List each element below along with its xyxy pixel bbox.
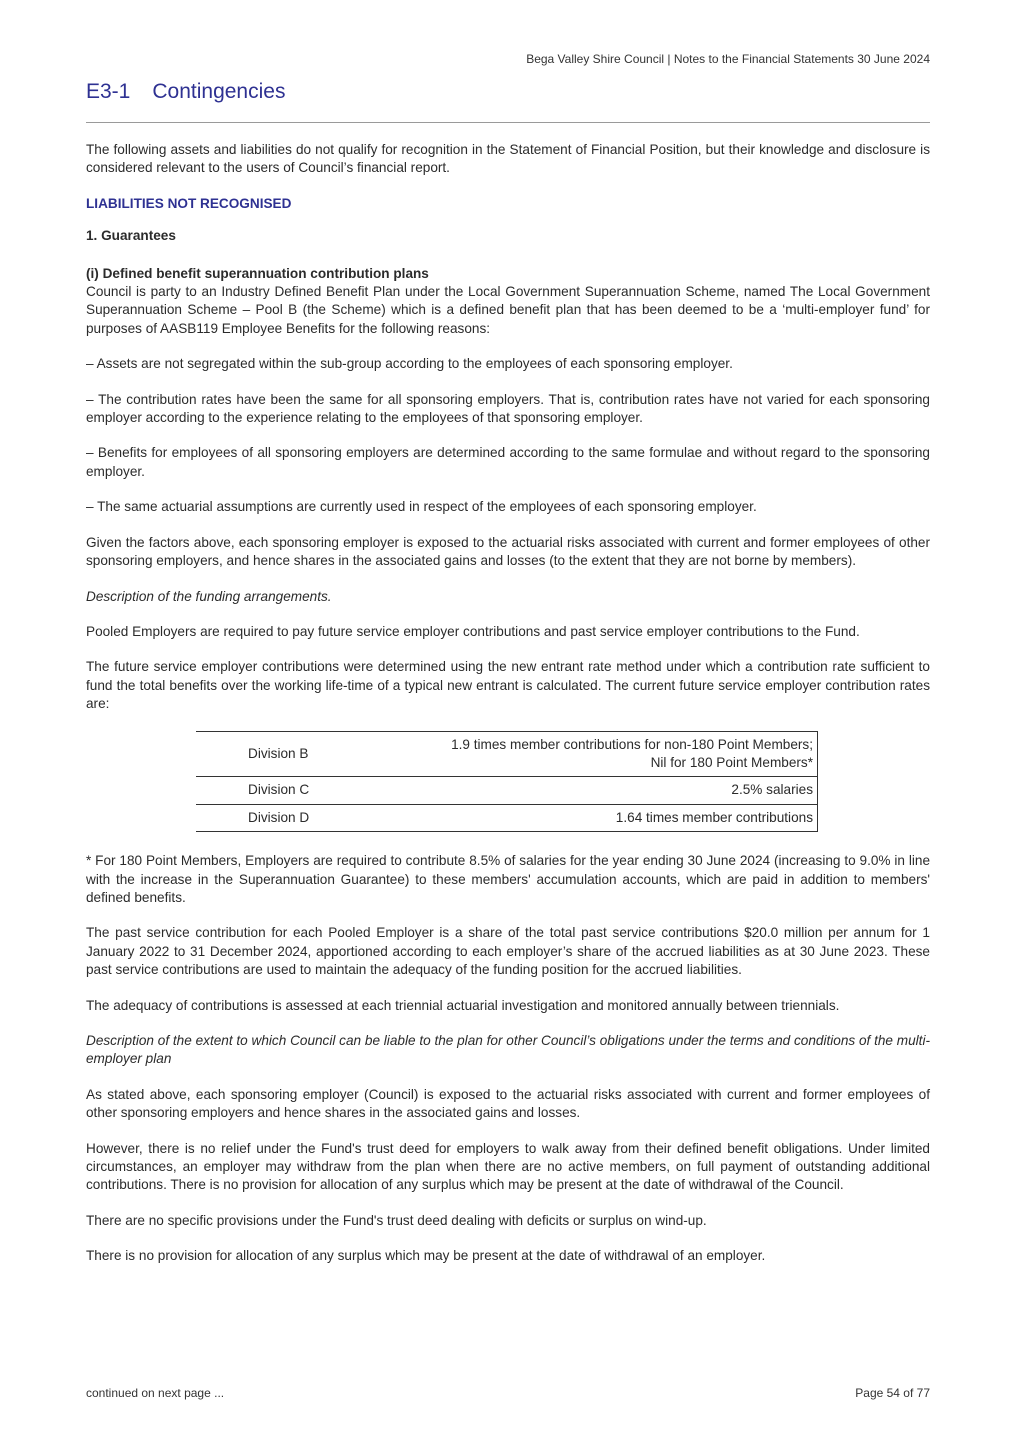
running-header: Bega Valley Shire Council | Notes to the Financial Statements 30 June 2024 (526, 52, 930, 66)
section-number: E3-1 (86, 80, 131, 103)
reason-paragraph: – The contribution rates have been the same for all sponsoring employers. That is, contribution rates have not varied for each sponsoring employer according to the experience relating to the employees of that sponsoring employer. (86, 391, 930, 426)
rate-cell (442, 777, 818, 804)
table-row (196, 731, 818, 777)
reason-paragraph: – The same actuarial assumptions are currently used in respect of the employees of each sponsoring employer. (86, 499, 757, 515)
section-title (86, 80, 285, 104)
rate-line: 1.9 times member contributions for non-180 Point Members; (451, 736, 813, 752)
footnote-paragraph: * For 180 Point Members, Employers are required to contribute 8.5% of salaries for the year ending 30 June 2024 (increasing to 9.0% in line with the increase in the Superannuation Guarantee) to these members' accumulation accounts, which are paid in addition to members' defined benefits. (86, 853, 930, 905)
stated-paragraph: As stated above, each sponsoring employer (Council) is exposed to the actuarial risks associated with current and former employees of other sponsoring employers and hence shares in the associated gains and losses. (86, 1086, 930, 1121)
content-body (86, 141, 930, 1283)
surplus-paragraph: There is no provision for allocation of any surplus which may be present at the date of withdrawal of an employer. (86, 1248, 766, 1264)
table-row (196, 804, 818, 831)
division-cell: Division D (196, 804, 442, 831)
factors-paragraph: Given the factors above, each sponsoring employer is exposed to the actuarial risks associated with current and former employees of other sponsoring employers, and hence shares in the associated gains and losses (to the extent that they are not borne by members). (86, 534, 930, 569)
funding-heading: Description of the funding arrangements. (86, 588, 332, 604)
page-number: Page 54 of 77 (855, 1386, 930, 1400)
table-row (196, 777, 818, 804)
superannuation-subheading: (i) Defined benefit superannuation contribution plans (86, 265, 429, 281)
rate-line: 1.64 times member contributions (615, 809, 813, 825)
division-cell: Division B (196, 731, 442, 777)
rate-cell (442, 731, 818, 777)
past-service-paragraph: The past service contribution for each Pooled Employer is a share of the total past service contributions $20.0 million per annum for 1 January 2022 to 31 December 2024, apportioned according to each employer’s share of the accrued liabilities as at 30 June 2023. These past service contributions are used to maintain the adequacy of the funding position for the accrued liabilities. (86, 925, 930, 978)
rate-cell (442, 804, 818, 831)
contribution-rates-table (196, 731, 818, 833)
adequacy-paragraph: The adequacy of contributions is assessed at each triennial actuarial investigation and monitored annually between triennials. (86, 997, 840, 1013)
future-service-paragraph: The future service employer contributions were determined using the new entrant rate method under which a contribution rate sufficient to fund the total benefits over the working life-time of a typical new entrant is calculated. The current future service employer contribution rates are: (86, 659, 930, 712)
intro-paragraph: The following assets and liabilities do not qualify for recognition in the Statement of Financial Position, but their knowledge and disclosure is considered relevant to the users of Council’s financial report. (86, 142, 930, 176)
division-cell: Division C (196, 777, 442, 804)
relief-paragraph: However, there is no relief under the Fund's trust deed for employers to walk away from their defined benefit obligations. Under limited circumstances, an employer may withdraw from the plan when there are no active members, on full payment of outstanding additional contributions. There is no provision for allocation of any surplus which may be present at the date of withdrawal of the Council. (86, 1140, 930, 1193)
rate-line: Nil for 180 Point Members* (650, 754, 813, 770)
guarantees-heading: 1. Guarantees (86, 228, 176, 244)
extent-heading: Description of the extent to which Council can be liable to the plan for other Council’s obligations under the terms and conditions of the multi-employer plan (86, 1033, 930, 1067)
pooled-paragraph: Pooled Employers are required to pay future service employer contributions and past service employer contributions to the Fund. (86, 623, 860, 639)
section-title-text: Contingencies (152, 80, 286, 103)
reason-paragraph: – Benefits for employees of all sponsoring employers are determined according to the same formulae and without regard to the sponsoring employer. (86, 445, 930, 479)
title-divider (86, 122, 930, 123)
reason-paragraph: – Assets are not segregated within the sub-group according to the employees of each sponsoring employer. (86, 356, 733, 372)
windup-paragraph: There are no specific provisions under the Fund's trust deed dealing with deficits or surplus on wind-up. (86, 1212, 707, 1228)
liabilities-heading: LIABILITIES NOT RECOGNISED (86, 195, 292, 211)
plan-paragraph: Council is party to an Industry Defined Benefit Plan under the Local Government Superannuation Scheme, named The Local Government Superannuation Scheme – Pool B (the Scheme) which is a defined benefit plan that has been deemed to be a ‘multi-employer fund’ for purposes of AASB119 Employee Benefits for the following reasons: (86, 284, 930, 336)
rate-line: 2.5% salaries (731, 782, 813, 798)
continued-note: continued on next page ... (86, 1386, 225, 1400)
